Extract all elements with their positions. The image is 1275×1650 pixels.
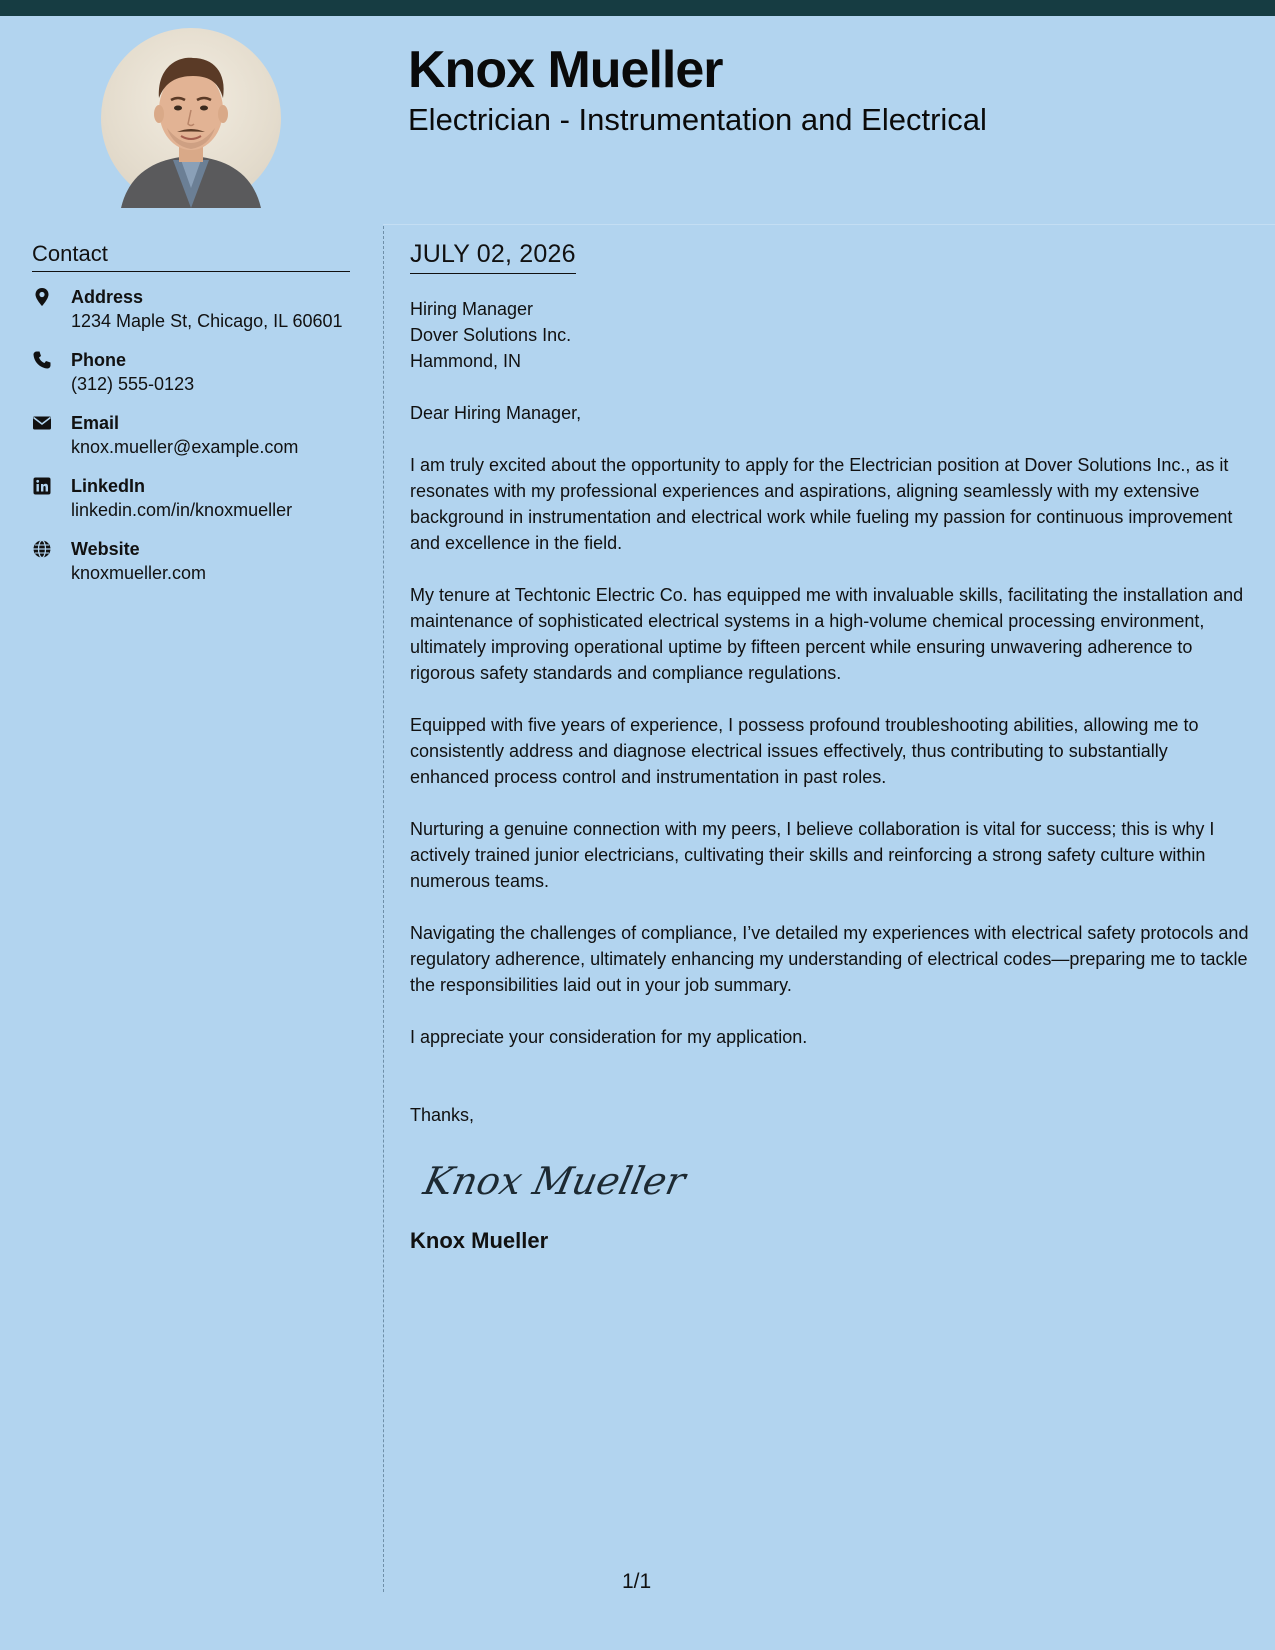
recipient-line: Dover Solutions Inc.	[410, 325, 572, 345]
contact-label: Email	[71, 413, 120, 433]
page-number: 1/1	[622, 1570, 652, 1593]
address-value: 1234 Maple St, Chicago, IL 60601	[71, 311, 343, 331]
contact-item-address	[32, 285, 377, 348]
contact-label: LinkedIn	[71, 476, 146, 496]
contact-item-email	[32, 411, 377, 474]
body-paragraph: Navigating the challenges of compliance, I’ve detailed my experiences with electrical safety protocols and regulatory adherence, ultimately enhancing my understanding of electrical codes—preparing me to tackle the responsibilities laid out in your job summary.	[410, 923, 1249, 995]
contact-item-linkedin	[32, 474, 377, 537]
contact-item-phone	[32, 348, 377, 411]
contact-list	[32, 285, 377, 600]
signature	[419, 1146, 690, 1216]
column-divider	[383, 226, 384, 1592]
linkedin-value: linkedin.com/in/knoxmueller	[71, 500, 293, 520]
body-paragraph: I am truly excited about the opportunity to apply for the Electrician position at Dover Solutions Inc., as it resonates with my professional experiences and aspirations, aligning seamlessly with my extensive background in instrumentation and electrical work while fueling my passion for continuous improvement and excellence in the field.	[410, 455, 1233, 553]
closing: Thanks,	[410, 1105, 475, 1125]
phone-icon	[32, 350, 52, 370]
profile-photo	[101, 28, 281, 208]
contact-label: Address	[71, 287, 144, 307]
signature-text: Knox Mueller	[419, 1159, 690, 1204]
contact-item-website	[32, 537, 377, 600]
globe-icon	[32, 539, 52, 559]
location-pin-icon	[32, 287, 52, 307]
contact-label: Phone	[71, 350, 127, 370]
body-paragraph: Equipped with five years of experience, I possess profound troubleshooting abilities, allowing me to consistently address and diagnose electrical issues effectively, thus contributing to substantially enhanced process control and instrumentation in past roles.	[410, 715, 1199, 787]
recipient-block	[410, 296, 1250, 374]
salutation: Dear Hiring Manager,	[410, 403, 582, 423]
email-value: knox.mueller@example.com	[71, 437, 299, 457]
envelope-icon	[32, 413, 52, 433]
linkedin-icon	[32, 476, 52, 496]
contact-heading: Contact	[32, 241, 350, 272]
job-title: Electrician - Instrumentation and Electrical	[408, 102, 987, 137]
phone-value: (312) 555-0123	[71, 374, 195, 394]
body-paragraph: I appreciate your consideration for my application.	[410, 1027, 808, 1047]
letter	[410, 240, 1250, 1254]
recipient-line: Hiring Manager	[410, 299, 534, 319]
body-paragraph: My tenure at Techtonic Electric Co. has equipped me with invaluable skills, facilitating the installation and maintenance of sophisticated electrical systems in a high-volume chemical processing environment, ultimately improving operational uptime by fifteen percent while ensuring unwavering adherence to rigorous safety standards and compliance regulations.	[410, 585, 1244, 683]
letter-date: JULY 02, 2026	[410, 240, 576, 274]
contact-label: Website	[71, 539, 140, 559]
signer-name: Knox Mueller	[410, 1228, 549, 1253]
top-bar	[0, 0, 1275, 16]
letter-body	[410, 400, 1250, 1050]
candidate-name: Knox Mueller	[408, 41, 723, 99]
avatar	[101, 28, 281, 208]
body-paragraph: Nurturing a genuine connection with my peers, I believe collaboration is vital for success; this is why I actively trained junior electricians, cultivating their skills and reinforcing a strong safety culture within numerous teams.	[410, 819, 1215, 891]
recipient-line: Hammond, IN	[410, 351, 522, 371]
website-value: knoxmueller.com	[71, 563, 207, 583]
header-divider	[383, 224, 1275, 225]
